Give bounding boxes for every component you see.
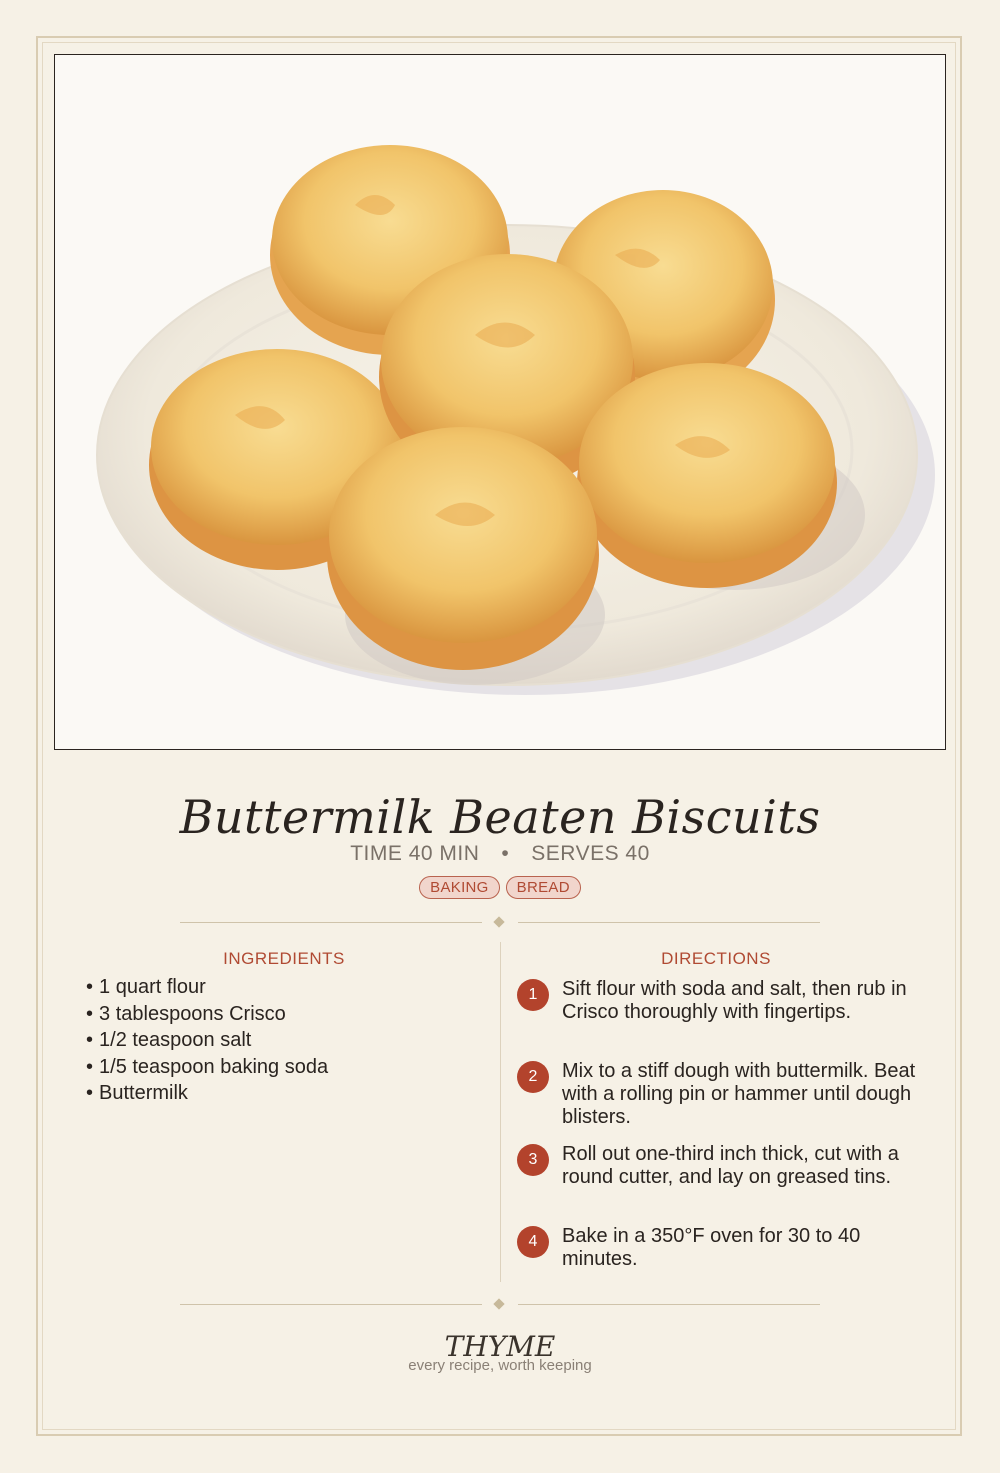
recipe-image bbox=[54, 54, 946, 750]
divider-top bbox=[180, 917, 820, 929]
meta-separator: • bbox=[501, 842, 510, 865]
tag-bread[interactable]: BREAD bbox=[506, 876, 581, 899]
divider-bottom bbox=[180, 1299, 820, 1311]
recipe-meta bbox=[0, 842, 1000, 866]
time-label: TIME 40 MIN bbox=[350, 842, 480, 865]
ingredient-item: • 1/2 teaspoon salt bbox=[86, 1027, 486, 1054]
ingredient-item: • 1/5 teaspoon baking soda bbox=[86, 1054, 486, 1081]
step-number-badge: 1 bbox=[517, 979, 549, 1011]
diamond-ornament-icon bbox=[493, 916, 504, 927]
step-number-badge: 3 bbox=[517, 1144, 549, 1176]
step-text: Sift flour with soda and salt, then rub in Crisco thoroughly with fingertips. bbox=[562, 978, 907, 1023]
brand-tagline: every recipe, worth keeping bbox=[408, 1357, 592, 1374]
step-text: Bake in a 350°F oven for 30 to 40 minutes. bbox=[562, 1225, 861, 1270]
tag-list bbox=[0, 876, 1000, 899]
brand-logo: THYME bbox=[444, 1330, 556, 1363]
step-text: Mix to a stiff dough with buttermilk. Beat with a rolling pin or hammer until dough blisters. bbox=[562, 1060, 916, 1128]
ingredient-item: • 3 tablespoons Crisco bbox=[86, 1001, 486, 1028]
ingredients-list bbox=[86, 974, 486, 1107]
ingredient-item: • 1 quart flour bbox=[86, 974, 486, 1001]
recipe-title: Buttermilk Beaten Biscuits bbox=[179, 790, 821, 844]
biscuit-front bbox=[327, 427, 599, 670]
serves-label: SERVES 40 bbox=[531, 842, 650, 865]
biscuit-right bbox=[577, 363, 837, 588]
biscuits-illustration bbox=[55, 55, 945, 749]
directions-heading: DIRECTIONS bbox=[661, 949, 771, 968]
step-text: Roll out one-third inch thick, cut with a round cutter, and lay on greased tins. bbox=[562, 1143, 899, 1188]
column-separator bbox=[500, 942, 501, 1282]
ingredients-heading: INGREDIENTS bbox=[223, 949, 345, 968]
ingredient-item: • Buttermilk bbox=[86, 1080, 486, 1107]
diamond-ornament-icon bbox=[493, 1298, 504, 1309]
tag-baking[interactable]: BAKING bbox=[419, 876, 499, 899]
step-number-badge: 4 bbox=[517, 1226, 549, 1258]
step-number-badge: 2 bbox=[517, 1061, 549, 1093]
